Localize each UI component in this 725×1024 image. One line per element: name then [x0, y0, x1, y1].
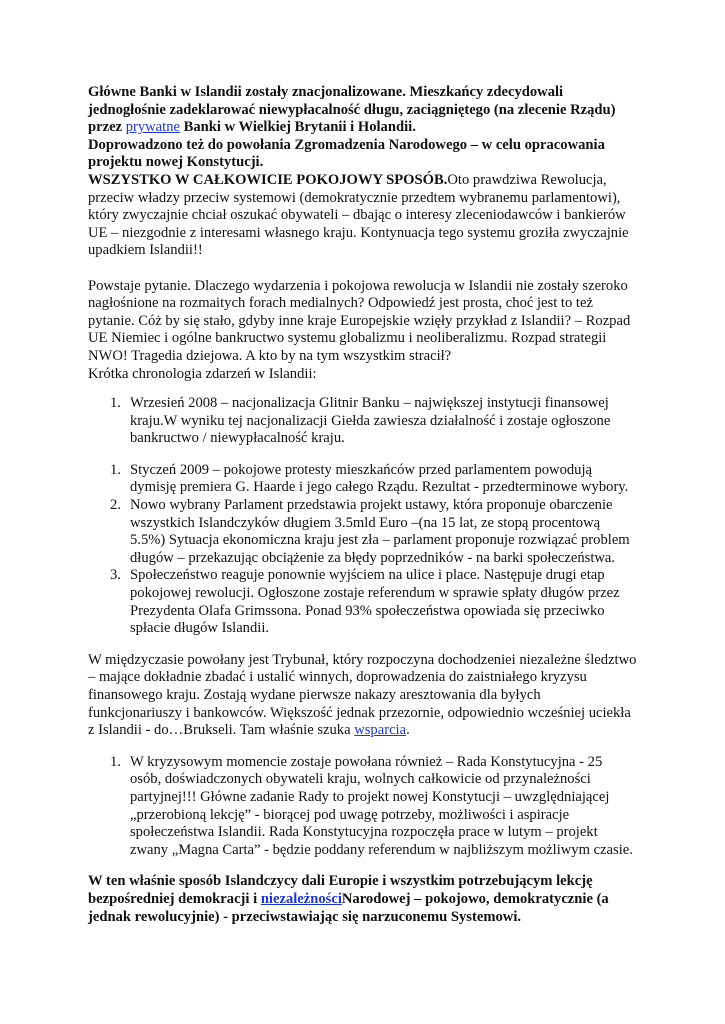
list-item-number: 1. [110, 395, 121, 412]
list-item-text: Wrzesień 2008 – nacjonalizacja Glitnir Banku – największej instytucji finansowej kraju.W wyniku tej nacjonalizacji Giełda zawiesza działalność i zostaje ogłoszone bankructwo / niewypłacalność kraju. [130, 395, 611, 447]
list-item-text: Nowo wybrany Parlament przedstawia projekt ustawy, która proponuje obarczenie wszystkich Islandczyków długiem 3.5mld Euro –(na 15 lat, ze stopą procentową 5.5%) Sytuacja ekonomiczna kraju jest zła – parlament proponuje rozwiązać problem długów – przekazując obciążenie za błędy poprzedników - na barki społeczeństwa. [130, 497, 630, 566]
list-item [88, 497, 637, 567]
final-bold-1: W ten właśnie sposób Islandczycy dali Europie i wszystkim potrzebującym lekcję bezpośredniej demokracji i [88, 873, 593, 907]
list-item [88, 567, 637, 637]
tribunal-paragraph [88, 652, 637, 740]
chronology-list-b [88, 462, 637, 638]
tribunal-end: . [406, 722, 410, 739]
list-item-text: W kryzysowym momencie zostaje powołana również – Rada Konstytucyjna - 25 osób, doświadczonych obywateli kraju, wolnych całkowicie od przynależności partyjnej!!! Główne zadanie Rady to projekt nowej Konstytucji – uwzględniającej „przerobioną lekcję” - biorącej pod uwagę potrzeby, możliwości i aspiracje społeczeństwa Islandii. Rada Konstytucyjna rozpoczęła prace w lutym – projekt zwany „Magna Carta” - będzie poddany referendum w najbliższym możliwym czasie. [130, 753, 633, 858]
list-item [88, 462, 637, 497]
list-item-number: 1. [110, 753, 121, 770]
list-item [88, 395, 637, 448]
link-prywatne[interactable]: prywatne [125, 119, 180, 136]
list-item-number: 3. [110, 567, 121, 584]
chronology-list-a [88, 395, 637, 448]
intro-bold-3: Doprowadzono też do powołania Zgromadzenia Narodowego – w celu opracowania projektu nowej Konstytucji. [88, 136, 605, 171]
final-paragraph [88, 873, 637, 926]
intro-bold-2: Banki w Wielkiej Brytanii i Holandii. [180, 119, 416, 136]
question-text: Powstaje pytanie. Dlaczego wydarzenia i pokojowa rewolucja w Islandii nie zostały szeroko nagłośnione na rozmaitych forach medialnych? Odpowiedź jest prosta, choć jest to też pytanie. Cóż by się stało, gdyby inne kraje Europejskie wzięły przykład z Islandii? – Rozpad UE Niemiec i ogólne bankructwo systemu globalizmu i neoliberalizmu. Rozpad strategii NWO! Tragedia dziejowa. A kto by na tym wszystkim stracił? [88, 277, 631, 364]
list-item-text: Społeczeństwo reaguje ponownie wyjściem na ulice i place. Następuje drugi etap pokojowej rewolucji. Ogłoszone zostaje referendum w sprawie spłaty długów przez Prezydenta Olafa Grimssona. Ponad 93% społeczeństwa opowiada się przeciwko spłacie długów Islandii. [130, 567, 620, 637]
question-paragraph [88, 278, 637, 384]
link-niezaleznosci[interactable]: niezależności [260, 890, 342, 907]
chronology-label: Krótka chronologia zdarzeń w Islandii: [88, 365, 317, 382]
list-item-number: 2. [110, 497, 121, 514]
list-item-text: Styczeń 2009 – pokojowe protesty mieszkańców przed parlamentem powodują dymisję premiera G. Haarde i jego całego Rządu. Rezultat - przedterminowe wybory. [130, 461, 629, 496]
intro-paragraph [88, 84, 637, 260]
intro-bold-1: Główne Banki w Islandii zostały znacjonalizowane. Mieszkańcy zdecydowali jednogłośnie zadeklarować niewypłacalność długu, zaciągniętego (na zlecenie Rządu) przez [88, 84, 616, 136]
list-item [88, 754, 637, 860]
intro-text-1: Oto prawdziwa Rewolucja, przeciw władzy przeciw systemowi (demokratycznie przedtem wybranemu parlamentowi), który zwyczajnie chciał oszukać obywateli – dbając o interesy zleceniodawców i bankierów UE – niezgodnie z interesami własnego kraju. Kontynuacja tego systemu groziła zwyczajnie upadkiem Islandii!! [88, 171, 629, 259]
tribunal-text: W międzyczasie powołany jest Trybunał, który rozpoczyna dochodzeniei niezależne śledztwo – mające dokładnie zbadać i ustalić winnych, doprowadzenia do zaistniałego kryzysu finansowego kraju. Zostają wydane pierwsze nakazy aresztowania dla byłych funkcjonariuszy i bankowców. Większość jednak przezornie, odpowiednio wcześniej uciekła z Islandii - do…Brukseli. Tam właśnie szuka [88, 651, 637, 739]
link-wsparcia[interactable]: wsparcia [354, 722, 407, 739]
intro-bold-4: WSZYSTKO W CAŁKOWICIE POKOJOWY SPOSÓB. [88, 171, 448, 188]
final-bold-2: Narodowej – pokojowo, demokratycznie (a jednak rewolucyjnie) - przeciwstawiając się narzuconemu Systemowi. [88, 890, 609, 925]
chronology-list-c [88, 754, 637, 860]
list-item-number: 1. [110, 461, 121, 478]
